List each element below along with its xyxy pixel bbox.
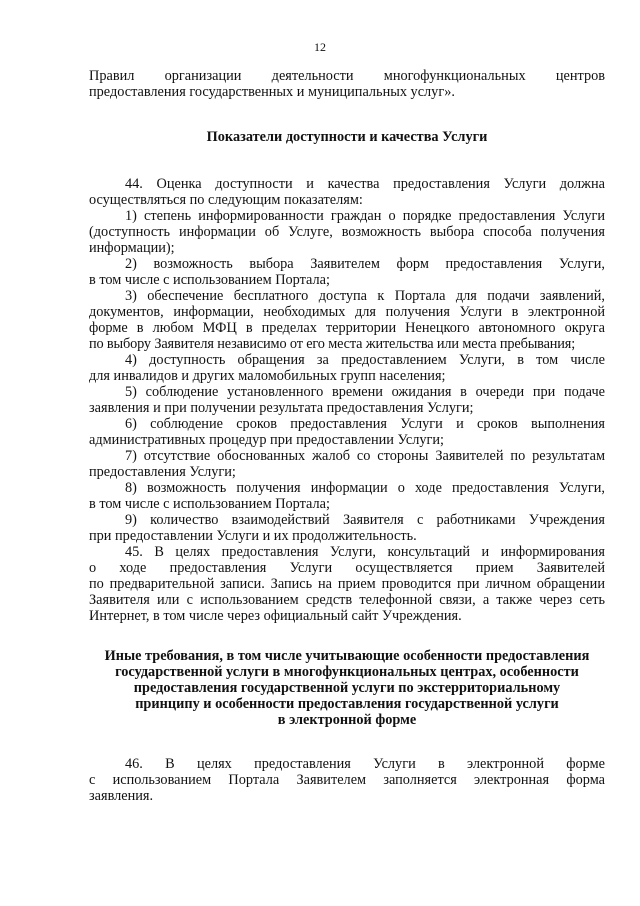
page-number: 12 xyxy=(314,40,326,54)
paragraph-line: форме в любом МФЦ в пределах территории Ненецкого автономного округа xyxy=(89,320,605,336)
paragraph-line: административных процедур при предоставлении Услуги; xyxy=(89,432,445,448)
paragraph-line: 44. Оценка доступности и качества предоставления Услуги должна xyxy=(125,176,605,192)
paragraph-line: 8) возможность получения информации о ходе предоставления Услуги, xyxy=(125,480,605,496)
list-item-3 xyxy=(89,288,605,352)
list-item-9 xyxy=(89,512,605,544)
paragraph-line: в том числе с использованием Портала; xyxy=(89,272,330,288)
paragraph-line: 3) обеспечение бесплатного доступа к Портала для подачи заявлений, xyxy=(125,288,605,304)
paragraph-line: документов, информации, необходимых для получения Услуги в электронной xyxy=(89,304,605,320)
heading-line: Иные требования, в том числе учитывающие особенности предоставления xyxy=(104,648,590,664)
paragraph-45 xyxy=(89,544,605,624)
paragraph-line: осуществляться по следующим показателям: xyxy=(89,192,363,208)
paragraph-line: заявления и при получении результата предоставления Услуги; xyxy=(89,400,474,416)
paragraph-line: предоставления Услуги; xyxy=(89,464,236,480)
paragraph-line: 5) соблюдение установленного времени ожидания в очереди при подаче xyxy=(125,384,605,400)
list-item-1 xyxy=(89,208,605,256)
paragraph-line: при предоставлении Услуги и их продолжительность. xyxy=(89,528,417,544)
paragraph-line: 9) количество взаимодействий Заявителя с работниками Учреждения xyxy=(125,512,605,528)
paragraph-line: 46. В целях предоставления Услуги в электронной форме xyxy=(125,756,605,772)
list-item-7 xyxy=(89,448,605,480)
heading-line: в электронной форме xyxy=(277,712,417,728)
intro-line: предоставления государственных и муниципальных услуг». xyxy=(89,84,455,100)
section-heading-accessibility: Показатели доступности и качества Услуги xyxy=(206,129,488,145)
list-item-2 xyxy=(89,256,605,288)
paragraph-line: Заявителя или с использованием средств телефонной связи, а также через сеть xyxy=(89,592,605,608)
paragraph-44 xyxy=(89,176,605,208)
paragraph-line: (доступность информации об Услуге, возможность выбора способа получения xyxy=(89,224,605,240)
heading-line: предоставления государственной услуги по экстерриториальному xyxy=(133,680,561,696)
heading-line: государственной услуги в многофункциональных центрах, особенности xyxy=(115,664,579,680)
paragraph-line: Интернет, в том числе через официальный сайт Учреждения. xyxy=(89,608,462,624)
paragraph-line: с использованием Портала Заявителем заполняется электронная форма xyxy=(89,772,605,788)
paragraph-46 xyxy=(89,756,605,804)
paragraph-line: 4) доступность обращения за предоставлением Услуги, в том числе xyxy=(125,352,605,368)
list-item-6 xyxy=(89,416,605,448)
paragraph-line: 45. В целях предоставления Услуги, консультаций и информирования xyxy=(125,544,605,560)
page-content xyxy=(89,68,605,804)
section-heading-other-requirements xyxy=(89,648,605,728)
paragraph-line: 7) отсутствие обоснованных жалоб со стороны Заявителей по результатам xyxy=(125,448,605,464)
paragraph-line: 2) возможность выбора Заявителем форм предоставления Услуги, xyxy=(125,256,605,272)
paragraph-line: заявления. xyxy=(89,788,154,804)
list-item-5 xyxy=(89,384,605,416)
paragraph-line: 1) степень информированности граждан о порядке предоставления Услуги xyxy=(125,208,605,224)
paragraph-line: 6) соблюдение сроков предоставления Услуги и сроков выполнения xyxy=(125,416,605,432)
paragraph-line: для инвалидов и других маломобильных групп населения; xyxy=(89,368,446,384)
paragraph-line: по предварительной записи. Запись на прием проводится при личном обращении xyxy=(89,576,605,592)
intro-paragraph xyxy=(89,68,605,100)
paragraph-line: в том числе с использованием Портала; xyxy=(89,496,330,512)
paragraph-line: информации); xyxy=(89,240,175,256)
paragraph-line: по выбору Заявителя независимо от его места жительства или места пребывания; xyxy=(89,336,576,352)
list-item-8 xyxy=(89,480,605,512)
paragraph-line: о ходе предоставления Услуги осуществляется прием Заявителей xyxy=(89,560,605,576)
list-item-4 xyxy=(89,352,605,384)
intro-line: Правил организации деятельности многофункциональных центров xyxy=(89,68,605,84)
heading-line: принципу и особенности предоставления государственной услуги xyxy=(135,696,559,712)
